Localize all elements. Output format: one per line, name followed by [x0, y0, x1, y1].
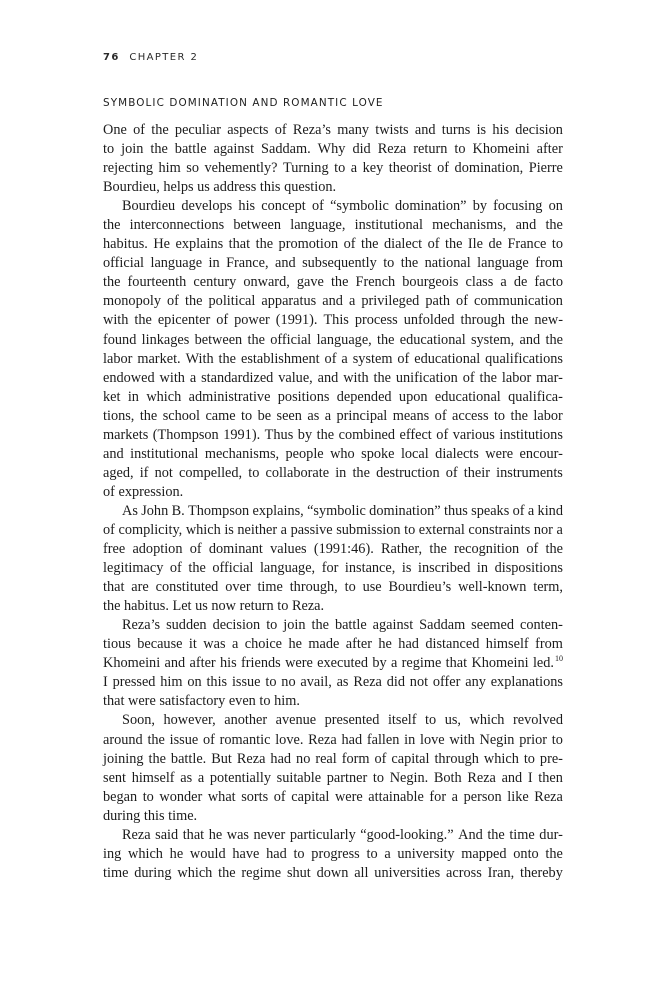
text-line: legitimacy of the official language, for instance, is inscribed in dispositions: [103, 560, 563, 577]
page-number: 76: [103, 52, 120, 63]
text-line: ket in which administrative positions depended upon educational qualifica-: [103, 388, 563, 405]
text-line: with the epicenter of power (1991). This process unfolded through the new-: [103, 312, 563, 329]
text-line: of expression.: [103, 483, 184, 500]
text-line: Bourdieu develops his concept of “symbolic domination” by focusing on: [122, 198, 563, 215]
paragraph: [103, 502, 563, 616]
text-line: Reza said that he was never particularly “good-looking.” And the time dur-: [122, 826, 563, 843]
footnote-reference[interactable]: 10: [555, 654, 563, 664]
text-line: tious because it was a choice he made after he had distanced himself from: [103, 636, 563, 653]
text-line: I pressed him on this issue to no avail, as Reza did not offer any explanations: [103, 674, 563, 691]
text-line: Bourdieu, helps us address this question.: [103, 179, 337, 196]
text-line: to join the battle against Saddam. Why did Reza return to Khomeini after: [103, 141, 563, 158]
text-line: and institutional mechanisms, people who spoke local dialects were encour-: [103, 445, 563, 462]
paragraph: [103, 197, 563, 502]
text-line: of complicity, which is neither a passive submission to external constraints nor a: [103, 521, 563, 538]
text-line: tions, the school came to be seen as a principal means of access to the labor: [103, 407, 563, 424]
text-line: the interconnections between language, institutional mechanisms, and the: [103, 217, 563, 234]
section-heading: SYMBOLIC DOMINATION AND ROMANTIC LOVE: [103, 97, 384, 109]
paragraph: [103, 121, 563, 197]
paragraph: [103, 826, 563, 883]
text-line: aged, if not compelled, to collaborate in the destruction of their instruments: [103, 464, 563, 481]
text-line: Khomeini and after his friends were executed by a regime that Khomeini led.$^{10}$: [103, 654, 563, 672]
text-line: free adoption of dominant values (1991:46). Rather, the recognition of the: [103, 541, 563, 558]
text-line: during this time.: [103, 807, 198, 824]
text-line: markets (Thompson 1991). Thus by the combined effect of various institutions: [103, 426, 563, 443]
text-line: that were satisfactory even to him.: [103, 693, 300, 710]
text-line: found linkages between the official language, the educational system, and the: [103, 331, 563, 348]
text-line: As John B. Thompson explains, “symbolic domination” thus speaks of a kind: [122, 502, 563, 519]
text-line: sent himself as a potentially suitable partner to Negin. Both Reza and I then: [103, 769, 563, 786]
paragraph: [103, 711, 563, 825]
text-line: the habitus. Let us now return to Reza.: [103, 598, 325, 615]
paragraph: [103, 616, 563, 711]
text-line: labor market. With the establishment of a system of educational qualifications: [103, 350, 563, 367]
text-line: that are constituted over time through, to use Bourdieu’s well-known term,: [103, 579, 563, 596]
text-line: ing which he would have had to progress to a university mapped onto the: [103, 845, 563, 862]
text-line: around the issue of romantic love. Reza had fallen in love with Negin prior to: [103, 731, 563, 748]
text-line: monopoly of the political apparatus and a privileged path of communication: [103, 293, 563, 310]
text-line: joining the battle. But Reza had no real form of capital through which to pre-: [103, 750, 563, 767]
text-line: Soon, however, another avenue presented itself to us, which revolved: [122, 712, 563, 729]
text-line: time during which the regime shut down all universities across Iran, thereby: [103, 864, 563, 881]
text-line: the fourteenth century onward, gave the French bourgeois class a de facto: [103, 274, 563, 291]
text-line: began to wonder what sorts of capital were attainable for a person like Reza: [103, 788, 563, 805]
text-line: habitus. He explains that the promotion of the dialect of the Ile de France to: [103, 236, 563, 253]
text-line: endowed with a standardized value, and with the unification of the labor mar-: [103, 369, 563, 386]
body-text: [103, 121, 563, 883]
text-line: One of the peculiar aspects of Reza’s many twists and turns is his decision: [103, 122, 563, 138]
text-line: official language in France, and subsequently to the national language from: [103, 255, 563, 272]
text-line: Reza’s sudden decision to join the battle against Saddam seemed conten-: [122, 617, 563, 634]
running-head: [103, 52, 198, 63]
text-line: rejecting him so vehemently? Turning to a key theorist of domination, Pierre: [103, 160, 563, 177]
chapter-label: CHAPTER 2: [129, 52, 199, 63]
